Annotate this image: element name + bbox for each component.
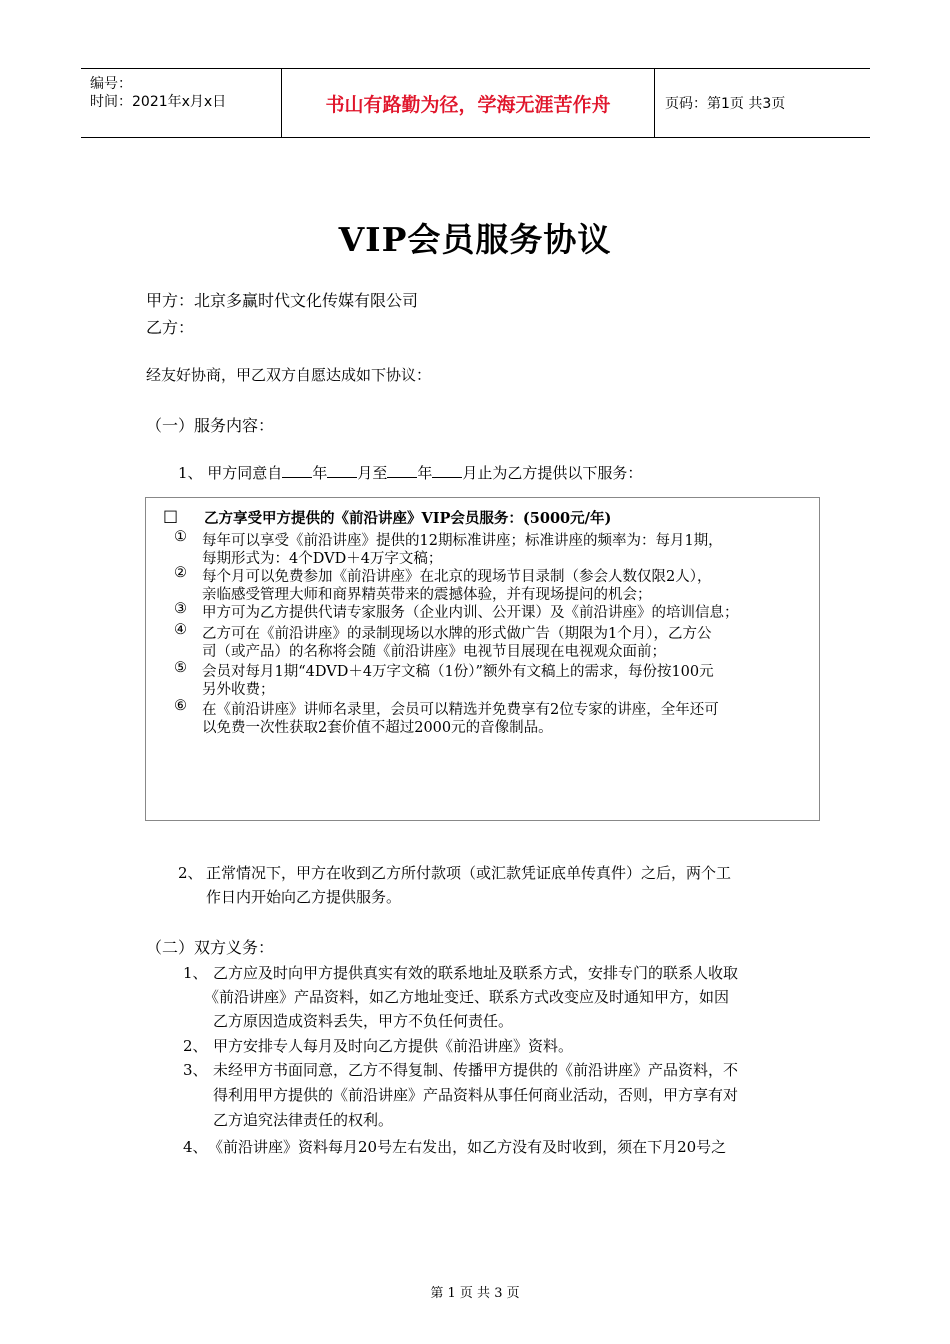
number-label: 编号： <box>90 76 132 92</box>
intro-text: 经友好协商，甲乙双方自愿达成如下协议： <box>146 366 432 384</box>
service-item-line: 司（或产品）的名称将会随《前沿讲座》电视节目展现在电视观众面前； <box>202 644 666 660</box>
service-item-line: 在《前沿讲座》讲师名录里，会员可以精选并免费享有2位专家的讲座，全年还可 <box>202 702 719 718</box>
section2-item-line: 得利用甲方提供的《前沿讲座》产品资料从事任何商业活动，否则，甲方享有对 <box>213 1086 739 1104</box>
header-page-info: 页码：第1页 共3页 <box>665 96 786 112</box>
section1-item2-num: 2、 <box>178 864 203 882</box>
service-item-line: 另外收费； <box>202 682 275 698</box>
time-label: 时间：2021年x月x日 <box>90 94 227 110</box>
header-meta-cell <box>81 69 282 137</box>
service-item-num: ⑥ <box>174 698 187 714</box>
item1-text-c: 月至 <box>357 464 388 482</box>
vip-service-box <box>145 497 820 821</box>
section2-item-line: 《前沿讲座》资料每月20号左右发出，如乙方没有及时收到，须在下月20号之 <box>208 1138 727 1156</box>
service-item-line: 亲临感受管理大师和商界精英带来的震撼体验，并有现场提问的机会； <box>202 587 652 603</box>
section2-item-line: 《前沿讲座》产品资料，如乙方地址变迁、联系方式改变应及时通知甲方，如因 <box>204 988 730 1006</box>
header-slogan: 书山有路勤为径，学海无涯苦作舟 <box>282 69 655 137</box>
service-box-heading: 乙方享受甲方提供的《前沿讲座》VIP会员服务：(5000元/年) <box>204 510 612 527</box>
section2-heading: （二）双方义务： <box>146 938 275 957</box>
service-item-line: 每年可以享受《前沿讲座》提供的12期标准讲座；标准讲座的频率为：每月1期， <box>202 533 723 549</box>
service-item-num: ① <box>174 529 187 545</box>
service-item-num: ② <box>174 565 187 581</box>
section2-item-line: 乙方原因造成资料丢失，甲方不负任何责任。 <box>213 1012 514 1030</box>
section2-item-num: 4、 <box>183 1138 208 1156</box>
service-item-num: ③ <box>174 601 187 617</box>
service-item-line: 以免费一次性获取2套价值不超过2000元的音像制品。 <box>202 720 553 736</box>
party-b: 乙方： <box>146 318 195 337</box>
service-item-line: 乙方可在《前沿讲座》的录制现场以水牌的形式做广告（期限为1个月），乙方公 <box>202 626 712 642</box>
section2-item-line: 甲方安排专人每月及时向乙方提供《前沿讲座》资料。 <box>213 1037 574 1055</box>
page-footer: 第 1 页 共 3 页 <box>430 1286 520 1301</box>
document-header <box>81 68 870 138</box>
section2-item-num: 2、 <box>183 1037 208 1055</box>
blank-month-start[interactable] <box>327 463 357 478</box>
party-a: 甲方：北京多赢时代文化传媒有限公司 <box>146 291 419 310</box>
section1-item2-line: 正常情况下，甲方在收到乙方所付款项（或汇款凭证底单传真件）之后，两个工 <box>206 864 732 882</box>
section2-item-line: 乙方追究法律责任的权利。 <box>213 1111 394 1129</box>
blank-year-start[interactable] <box>282 463 312 478</box>
blank-month-end[interactable] <box>432 463 462 478</box>
section1-item2-line: 作日内开始向乙方提供服务。 <box>206 888 402 906</box>
item1-text-a: 1、 甲方同意自 <box>178 464 283 482</box>
service-item-num: ④ <box>174 622 187 638</box>
service-checkbox[interactable]: □ <box>163 506 179 525</box>
section2-item-num: 1、 <box>183 964 208 982</box>
document-title: VIP会员服务协议 <box>338 220 612 259</box>
section2-item-num: 3、 <box>183 1061 208 1079</box>
item1-text-d: 年 <box>417 464 433 482</box>
section2-item-line: 乙方应及时向甲方提供真实有效的联系地址及联系方式，安排专门的联系人收取 <box>213 964 739 982</box>
item1-text-b: 年 <box>312 464 328 482</box>
section2-item-line: 未经甲方书面同意，乙方不得复制、传播甲方提供的《前沿讲座》产品资料，不 <box>213 1061 739 1079</box>
section1-heading: （一）服务内容： <box>146 416 275 435</box>
service-item-line: 甲方可为乙方提供代请专家服务（企业内训、公开课）及《前沿讲座》的培训信息； <box>202 605 739 621</box>
service-item-num: ⑤ <box>174 660 187 676</box>
service-item-line: 会员对每月1期“4DVD＋4万字文稿（1份）”额外有文稿上的需求，每份按100元 <box>202 664 714 680</box>
service-item-line: 每个月可以免费参加《前沿讲座》在北京的现场节目录制（参会人数仅限2人）， <box>202 569 712 585</box>
section1-item1 <box>178 462 642 483</box>
service-item-line: 每期形式为：4个DVD＋4万字文稿； <box>202 551 443 567</box>
blank-year-end[interactable] <box>387 463 417 478</box>
item1-text-e: 月止为乙方提供以下服务： <box>462 464 643 482</box>
